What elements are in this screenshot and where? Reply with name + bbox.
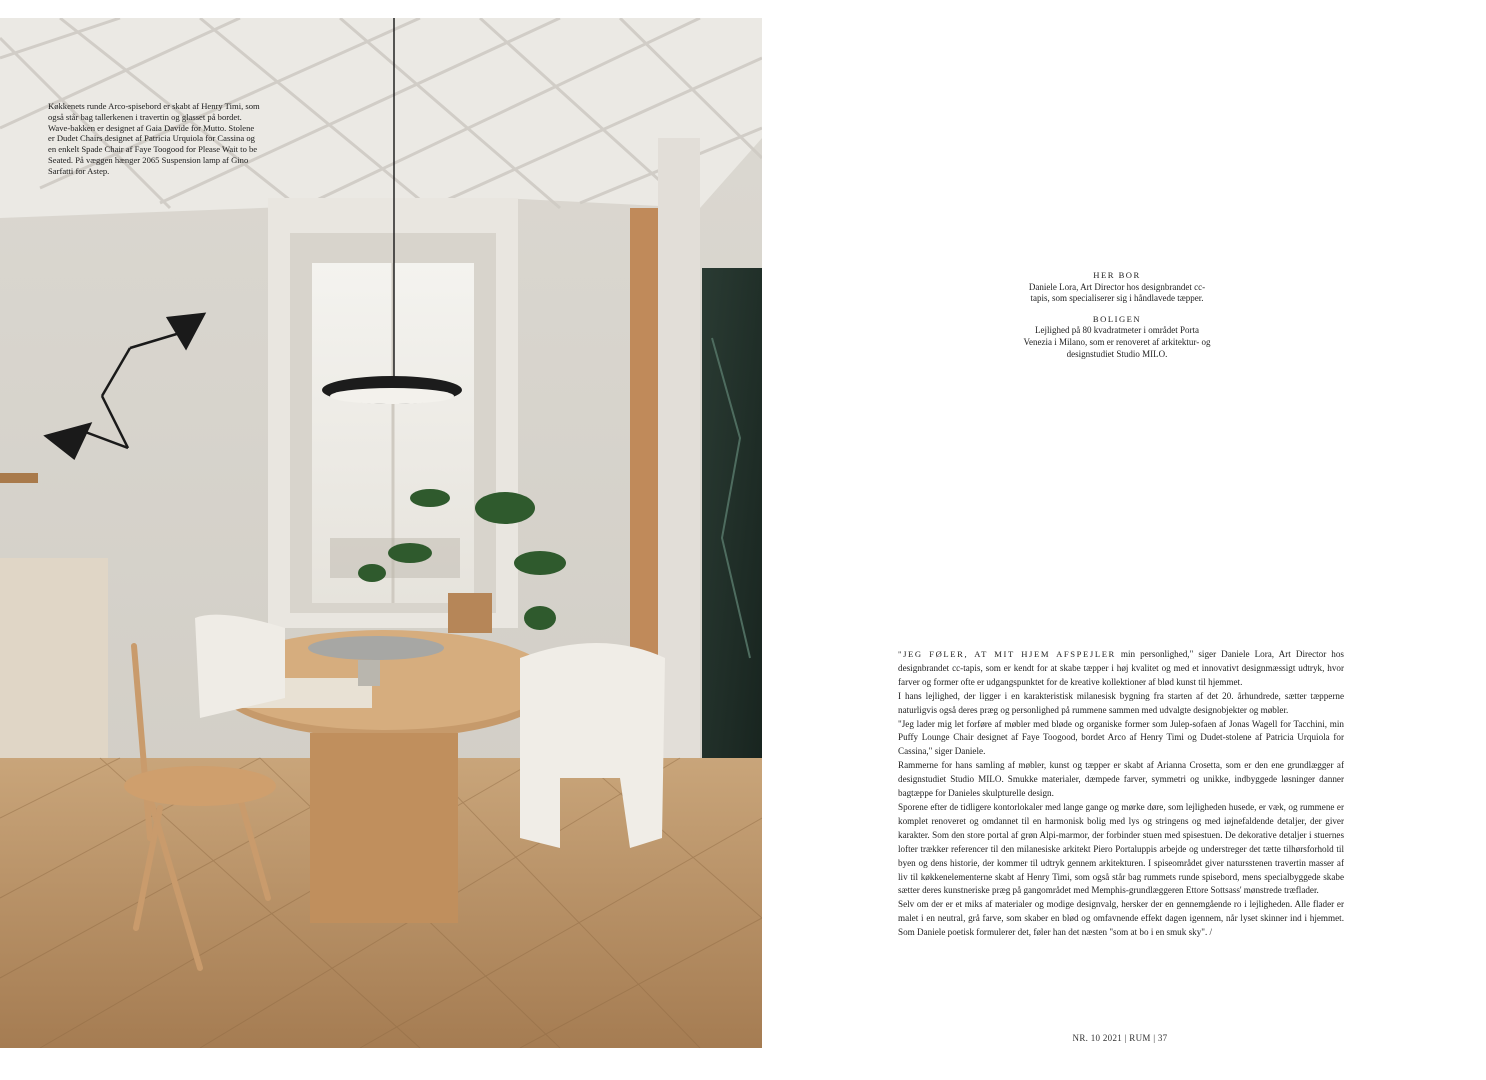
article-paragraph: Sporene efter de tidligere kontorlokaler med lange gange og mørke døre, som lejligheden husede, er væk, og rummene er komplet renoveret og omdannet til en harmonisk bolig med lys og stringens og med iøjnefaldende detaljer, der giver karakter. Som den store portal af grøn Alpi-marmor, der forbinder stuen med spisestuen. De dekorative detaljer i stuernes lofter trækker referencer til den milanesiske arkitekt Piero Portaluppis arbejde og understreger det tætte tilhørsforhold til byen og dens historie, der kommer til udtryk gennem arkitekturen. I spiseområdet giver natursstenen travertin masser af liv til køkkenelementerne skabt af Henry Timi, som også står bag rummets runde spisebord, mens specialbyggede skabe sætter deres kunstneriske præg på gangområdet med Memphis-grundlæggeren Ettore Sottsass' mønstrede træflader. <box>898 801 1344 896</box>
page-folio: NR. 10 2021 | RUM | 37 <box>1072 1033 1168 1043</box>
fact-box <box>1022 270 1212 369</box>
photo-caption: Køkkenets runde Arco-spisebord er skabt af Henry Timi, som også står bag tallerkenen i travertin og glasset på bordet. Wave-bakken er designet af Gaia Davide for Mutto. Stolene er Dudet Chairs designet af Patricia Urquiola for Cassina og en enkelt Spade Chair af Faye Toogood for Please Wait to be Seated. På væggen hænger 2065 Suspension lamp af Gino Sarfatti for Astep. <box>48 101 260 176</box>
article-paragraph <box>898 648 1344 690</box>
article-body <box>898 648 1344 940</box>
paragraph-rest: min personlighed," siger Daniele Lora, Art Director hos designbrandet cc-tapis, som er kendt for at skabe tæpper i høj kvalitet og med et innovativt designmæssigt udtryk, hvor farver og former ofte er udgangspunktet for de kreative kollektioner af blød kunst til hjemmet. <box>898 649 1344 687</box>
article-paragraph: Rammerne for hans samling af møbler, kunst og tæpper er skabt af Arianna Crosetta, som er den ene grundlægger af designstudiet Studio MILO. Smukke materialer, dæmpede farver, symmetri og unikke, indbyggede løsninger danner bagtæppe for Danieles skulpturelle design. <box>898 760 1344 799</box>
dining-room-photo <box>0 18 762 1048</box>
article-paragraph: Selv om der er et miks af materialer og modige designvalg, hersker der en gennemgående ro i lejligheden. Alle flader er malet i en neutral, grå farve, som skaber en blød og omfavnende effekt dagen igennem, når lyset skinner ind i hjemmet. Som Daniele poetisk formulerer det, føler han det næsten "som at bo i en smuk sky". / <box>898 899 1344 938</box>
resident-text: Daniele Lora, Art Director hos designbrandet cc-tapis, som specialiserer sig i håndlavede tæpper. <box>1028 281 1206 304</box>
home-text: Lejlighed på 80 kvadratmeter i området Porta Venezia i Milano, som er renoveret af arkitektur- og designstudiet Studio MILO. <box>1023 325 1211 359</box>
article-paragraph: "Jeg lader mig let forføre af møbler med bløde og organiske former som Julep-sofaen af Jonas Wagell for Tacchini, min Puffy Lounge Chair designet af Faye Toogood, bordet Arco af Henry Timi og Dudet-stolene af Patricia Urquiola for Cassina," siger Daniele. <box>898 718 1344 757</box>
resident-heading: HER BOR <box>1093 270 1141 280</box>
home-heading: BOLIGEN <box>1092 313 1142 324</box>
article-paragraph: I hans lejlighed, der ligger i en karakteristisk milanesisk bygning fra starten af det 20. århundrede, sætter tæpperne naturligvis også deres præg og personlighed på rummene sammen med udvalgte designobjekter og møbler. <box>898 690 1344 715</box>
lead-caps: "JEG FØLER, AT MIT HJEM AFSPEJLER <box>898 649 1116 659</box>
